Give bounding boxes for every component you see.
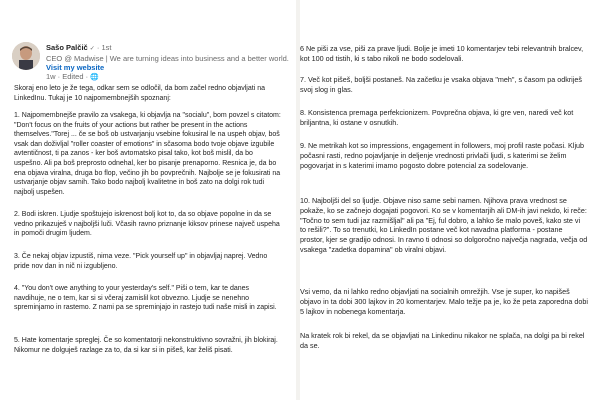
verified-icon: ✓ bbox=[89, 46, 95, 52]
author-name[interactable]: Sašo Palčič bbox=[46, 43, 88, 52]
globe-icon: 🌐 bbox=[90, 74, 99, 81]
post-paragraph-9: 9. Ne metrikah kot so impressions, engagement in followers, moj profil raste počasi. Kljub počasni rasti, redno pojavljanje in deljenje vrednosti privlači ljudi, s katerimi se želim pogovarjat in s katerimi imamo pogosto dobre potencial za sodelovanje. bbox=[300, 141, 585, 170]
post-paragraph-5: 5. Hate komentarje spreglej. Če so komentatorji nekonstruktivno sovražni, jih blokiraj. Nikomur ne dolguješ razlage za to, da si kar si in pišeš, kar želiš pisati. bbox=[14, 337, 278, 354]
post-meta: 1w · Edited · bbox=[46, 72, 91, 81]
post-paragraph-11: Vsi vemo, da ni lahko redno objavljati na socialnih omrežjih. Vse je super, ko napišeš objavo in ta dobi 300 lajkov in 20 komentarjev. Malo težje pa je, ko že peta zaporedna dobi 5 lajkov in nobenega komentarja. bbox=[300, 287, 588, 316]
post-paragraph-3: 3. Če nekaj objav izpustiš, nima veze. "Pick yourself up" in objavljaj naprej. Vedno pride nov dan in nič ni izgubljeno. bbox=[14, 253, 268, 270]
connection-degree: · 1st bbox=[96, 43, 112, 52]
post-paragraph-6: 6 Ne piši za vse, piši za prave ljudi. Bolje je imeti 10 komentarjev tebi relevantnih bralcev, kot 100 od tistih, ki s tabo nikoli ne bodo sodelovali. bbox=[300, 44, 584, 63]
post-card-left bbox=[0, 0, 296, 400]
post-paragraph-7: 7. Več kot pišeš, boljši postaneš. Na začetku je vsaka objava "meh", s časom pa odkriješ svoj slog in glas. bbox=[300, 75, 582, 94]
post-header bbox=[0, 0, 296, 81]
post-paragraph-2: 2. Bodi iskren. Ljudje spoštujejo iskrenost bolj kot to, da so objave popolne in da se vedno prikazuješ v najboljši luči. Včasih ravno priznanje kiksov prinese največ uspeha in pomoči drugim ljudem. bbox=[14, 211, 280, 238]
author-headline: CEO @ Madwise | We are turning ideas into business and a better world. bbox=[46, 54, 289, 63]
post-paragraph-12: Na kratek rok bi rekel, da se objavljati na Linkedinu nikakor ne splača, na dolgi pa bi rekel da se. bbox=[300, 331, 585, 350]
author-block bbox=[46, 43, 289, 82]
post-paragraph-intro: Skoraj eno leto je že tega, odkar sem se odločil, da bom začel redno objavljati na LinkedInu. Tukaj je 10 najpomembnejših spoznanj: bbox=[14, 85, 265, 102]
post-paragraph-8: 8. Konsistenca premaga perfekcionizem. Povprečna objava, ki gre ven, naredi več kot briljantna, ki ostane v osnutkih. bbox=[300, 108, 574, 127]
post-paragraph-1: 1. Najpomembnejše pravilo za vsakega, ki objavlja na "socialu", bom povzel s citatom: "Don't focus on the fruits of your actions but rather be present in the actions themselves."Torej ... če se boš ob ustvarjanju vsebine fokusiral le na uspeh objav, boš vsak dan doživljal "roller coaster of emotions" in sčasoma bodo tvoje objave izgubile avtentičnost, ti pa zanos - ker boš avtomatsko pisal tako, kot boš mislil, da bo uspešno. Ali pa boš preprosto odnehal, ker bo pisanje prenaporno. Resnica je, da bo ena objava viralna, druga bo flop, večino jih bo povprečnih. Najbolje se je fokusirati na ustvarjanje objav samih. Tako bodo najbolj kvalitetne in boš zato na dolgi rok tudi najbolj uspešen. bbox=[14, 112, 281, 196]
website-link[interactable]: Visit my website bbox=[46, 63, 105, 72]
post-paragraph-10: 10. Najboljši del so ljudje. Objave niso same sebi namen. Njihova prava vrednost se pokaže, ko se začnejo dogajati pogovori. Ko se v komentarjih ali DM-ih javi nekdo, ki reče: "Točno to sem tudi jaz razmišljal" ali pa "Ej, ful dobro, a lahko še malo poveš, kako ste vi to rešili?". To so trenutki, ko LinkedIn postane več kot navadna platforma - postane prostor, kjer se gradijo odnosi. In ravno ti odnosi so dolgoročno največja nagrada, večja od vsakega "zadetka dopamina" ob viralni objavi. bbox=[300, 196, 588, 254]
post-paragraph-4: 4. "You don't owe anything to your yesterday's self." Piši o tem, kar te danes navdihuje, ne o tem, kar si si včeraj zamislil kot obvezno. Ljudje se nenehno spreminjamo in rastemo. Z nami pa se spreminjajo in rastejo tudi naše misli in zapisi. bbox=[14, 285, 277, 312]
avatar[interactable] bbox=[12, 42, 40, 70]
